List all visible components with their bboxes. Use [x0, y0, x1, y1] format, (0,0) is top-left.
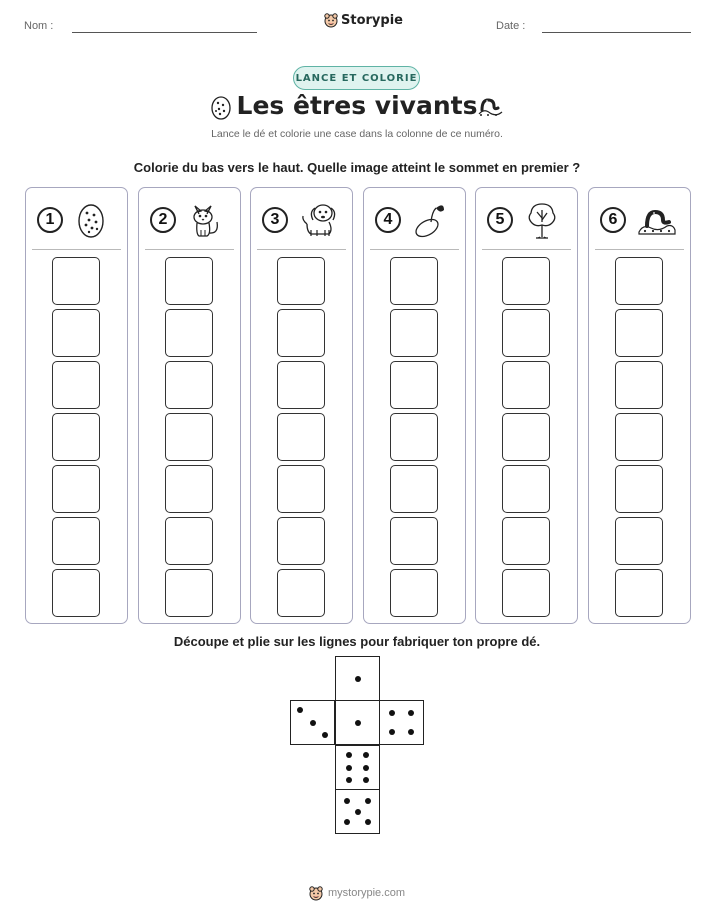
column-1	[25, 187, 128, 624]
color-cell[interactable]	[277, 309, 325, 357]
color-cell[interactable]	[277, 517, 325, 565]
die-pip	[389, 729, 395, 735]
color-cell[interactable]	[165, 569, 213, 617]
color-cell[interactable]	[390, 569, 438, 617]
brand-logo	[323, 12, 403, 28]
column-4	[363, 187, 466, 624]
color-cell[interactable]	[615, 517, 663, 565]
column-number: 3	[262, 207, 288, 233]
color-cell[interactable]	[615, 569, 663, 617]
die-pip	[346, 765, 352, 771]
storypie-mascot-icon	[323, 12, 339, 28]
column-number: 4	[375, 207, 401, 233]
color-cell[interactable]	[502, 361, 550, 409]
color-cell[interactable]	[165, 309, 213, 357]
die-face-1	[335, 700, 380, 745]
column-number: 6	[600, 207, 626, 233]
column-number: 1	[37, 207, 63, 233]
column-divider	[595, 249, 684, 250]
color-cell[interactable]	[390, 465, 438, 513]
die-pip	[363, 752, 369, 758]
column-divider	[482, 249, 571, 250]
color-cell[interactable]	[277, 413, 325, 461]
column-header	[364, 188, 465, 250]
column-header	[476, 188, 577, 250]
color-cell[interactable]	[502, 517, 550, 565]
color-cell[interactable]	[165, 413, 213, 461]
column-divider	[32, 249, 121, 250]
color-cell[interactable]	[615, 361, 663, 409]
coloring-instruction: Colorie du bas vers le haut. Quelle image atteint le sommet en premier ?	[133, 160, 581, 175]
column-2	[138, 187, 241, 624]
color-cell[interactable]	[502, 257, 550, 305]
column-number: 2	[150, 207, 176, 233]
storypie-mascot-icon	[308, 885, 324, 901]
color-cell[interactable]	[502, 309, 550, 357]
color-cell[interactable]	[277, 257, 325, 305]
column-header	[139, 188, 240, 250]
die-pip	[346, 777, 352, 783]
puppy-icon	[299, 200, 341, 240]
column-divider	[145, 249, 234, 250]
color-cell[interactable]	[52, 309, 100, 357]
die-pip	[408, 710, 414, 716]
activity-badge: LANCE ET COLORIE	[293, 66, 420, 90]
column-6	[588, 187, 691, 624]
die-pip	[344, 798, 350, 804]
worm-icon	[637, 200, 677, 240]
footer	[308, 885, 405, 901]
die-pip	[355, 720, 361, 726]
die-face-3	[290, 700, 335, 745]
column-header	[251, 188, 352, 250]
column-number: 5	[487, 207, 513, 233]
tree-icon	[524, 200, 560, 240]
color-cell[interactable]	[165, 361, 213, 409]
die-face-5	[335, 789, 380, 834]
die-pip	[355, 676, 361, 682]
color-cell[interactable]	[615, 309, 663, 357]
page-title: Les êtres vivants	[236, 91, 478, 120]
color-cell[interactable]	[502, 413, 550, 461]
die-pip	[363, 777, 369, 783]
color-cell[interactable]	[615, 413, 663, 461]
color-cell[interactable]	[615, 257, 663, 305]
column-header	[26, 188, 127, 250]
die-pip	[346, 752, 352, 758]
color-cell[interactable]	[52, 569, 100, 617]
color-cell[interactable]	[165, 465, 213, 513]
egg-icon	[74, 200, 108, 240]
die-face-4	[379, 700, 424, 745]
die-pip	[363, 765, 369, 771]
worm-icon	[476, 94, 506, 118]
die-pip	[389, 710, 395, 716]
footer-url: mystorypie.com	[328, 887, 406, 899]
color-cell[interactable]	[390, 257, 438, 305]
color-cell[interactable]	[277, 465, 325, 513]
column-3	[250, 187, 353, 624]
die-pip	[344, 819, 350, 825]
column-divider	[370, 249, 459, 250]
color-cell[interactable]	[52, 257, 100, 305]
color-cell[interactable]	[52, 361, 100, 409]
seed-sprout-icon	[412, 200, 448, 240]
color-cell[interactable]	[502, 569, 550, 617]
color-cell[interactable]	[165, 257, 213, 305]
die-pip	[365, 819, 371, 825]
color-cell[interactable]	[615, 465, 663, 513]
kitten-icon	[187, 200, 227, 240]
column-header	[589, 188, 690, 250]
color-cell[interactable]	[390, 309, 438, 357]
color-cell[interactable]	[277, 361, 325, 409]
color-cell[interactable]	[52, 413, 100, 461]
column-5	[475, 187, 578, 624]
color-cell[interactable]	[390, 517, 438, 565]
die-pip	[297, 707, 303, 713]
die-pip	[355, 809, 361, 815]
die-instruction: Découpe et plie sur les lignes pour fabriquer ton propre dé.	[173, 634, 541, 649]
page-subtitle: Lance le dé et colorie une case dans la colonne de ce numéro.	[211, 128, 503, 140]
brand-name: Storypie	[341, 12, 403, 28]
color-cell[interactable]	[502, 465, 550, 513]
die-pip	[408, 729, 414, 735]
date-line[interactable]	[542, 32, 691, 33]
color-cell[interactable]	[165, 517, 213, 565]
color-cell[interactable]	[390, 413, 438, 461]
name-label: Nom :	[24, 20, 54, 32]
color-cell[interactable]	[52, 465, 100, 513]
color-cell[interactable]	[390, 361, 438, 409]
die-pip	[322, 732, 328, 738]
color-cell[interactable]	[52, 517, 100, 565]
die-face-1	[335, 656, 380, 701]
date-label: Date :	[496, 20, 526, 32]
die-face-6	[335, 745, 380, 790]
column-divider	[257, 249, 346, 250]
color-cell[interactable]	[277, 569, 325, 617]
die-pip	[310, 720, 316, 726]
name-line[interactable]	[72, 32, 257, 33]
die-pip	[365, 798, 371, 804]
